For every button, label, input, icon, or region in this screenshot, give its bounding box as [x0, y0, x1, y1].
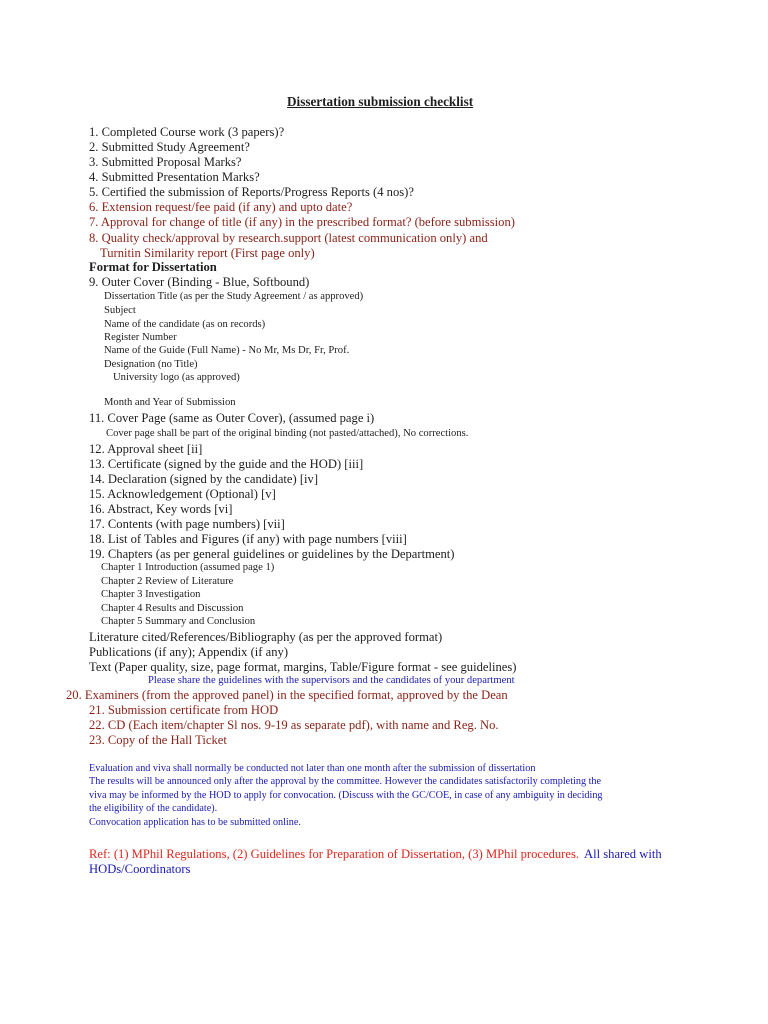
checklist-item: 12. Approval sheet [ii] — [89, 442, 203, 456]
checklist-item: 14. Declaration (signed by the candidate) [iv] — [89, 472, 319, 486]
page-title: Dissertation submission checklist — [287, 94, 474, 109]
chapter-item: Chapter 5 Summary and Conclusion — [101, 616, 256, 627]
checklist-item: 11. Cover Page (same as Outer Cover), (assumed page i) — [89, 411, 375, 425]
reference-line-continued: All shared with — [584, 847, 662, 861]
checklist-item: 6. Extension request/fee paid (if any) and upto date? — [89, 200, 353, 214]
checklist-item: 17. Contents (with page numbers) [vii] — [89, 517, 285, 531]
chapter-item: Chapter 1 Introduction (assumed page 1) — [101, 562, 275, 573]
chapter-item: Chapter 4 Results and Discussion — [101, 603, 244, 614]
checklist-item: 5. Certified the submission of Reports/Progress Reports (4 nos)? — [89, 185, 414, 199]
checklist-item: 7. Approval for change of title (if any) in the prescribed format? (before submission) — [89, 215, 515, 229]
checklist-item: 23. Copy of the Hall Ticket — [89, 733, 227, 747]
checklist-item: 22. CD (Each item/chapter Sl nos. 9-19 as separate pdf), with name and Reg. No. — [89, 718, 499, 732]
sub-item: Month and Year of Submission — [104, 397, 236, 408]
checklist-item: 4. Submitted Presentation Marks? — [89, 170, 260, 184]
sub-item: Cover page shall be part of the original binding (not pasted/attached), No corrections. — [106, 428, 469, 439]
checklist-item: 13. Certificate (signed by the guide and the HOD) [iii] — [89, 457, 364, 471]
chapter-item: Chapter 2 Review of Literature — [101, 576, 234, 587]
checklist-item: Literature cited/References/Bibliography (as per the approved format) — [89, 630, 443, 644]
checklist-item: 2. Submitted Study Agreement? — [89, 140, 250, 154]
checklist-item: 1. Completed Course work (3 papers)? — [89, 125, 285, 139]
checklist-item: 8. Quality check/approval by research.support (latest communication only) and — [89, 231, 488, 245]
sub-item: Register Number — [104, 332, 177, 343]
checklist-item: Publications (if any); Appendix (if any) — [89, 645, 289, 659]
sub-item: Designation (no Title) — [104, 359, 198, 370]
note-line: viva may be informed by the HOD to apply for convocation. (Discuss with the GC/COE, in case of any ambiguity in deciding — [89, 790, 603, 801]
sub-item: Dissertation Title (as per the Study Agreement / as approved) — [104, 291, 364, 302]
sub-item: Name of the candidate (as on records) — [104, 319, 266, 330]
sub-item: University logo (as approved) — [113, 372, 240, 383]
sub-item: Subject — [104, 305, 136, 316]
note-line: Evaluation and viva shall normally be conducted not later than one month after the submission of dissertation — [89, 763, 536, 774]
reference-line: Ref: (1) MPhil Regulations, (2) Guidelines for Preparation of Dissertation, (3) MPhil procedures. — [89, 847, 580, 861]
sub-item: Name of the Guide (Full Name) - No Mr, Ms Dr, Fr, Prof. — [104, 345, 350, 356]
checklist-item: 19. Chapters (as per general guidelines or guidelines by the Department) — [89, 547, 455, 561]
checklist-item: 16. Abstract, Key words [vi] — [89, 502, 233, 516]
note-line: Convocation application has to be submitted online. — [89, 817, 301, 828]
note-line: the eligibility of the candidate). — [89, 803, 218, 814]
checklist-item-continued: Turnitin Similarity report (First page only) — [100, 246, 315, 260]
checklist-item: 21. Submission certificate from HOD — [89, 703, 279, 717]
checklist-item: 20. Examiners (from the approved panel) in the specified format, approved by the Dean — [66, 688, 508, 702]
note-line: The results will be announced only after the approval by the committee. However the candidates satisfactorily completing the — [89, 776, 602, 787]
section-heading: Format for Dissertation — [89, 260, 217, 274]
checklist-item: 9. Outer Cover (Binding - Blue, Softbound) — [89, 275, 310, 289]
chapter-item: Chapter 3 Investigation — [101, 589, 201, 600]
guideline-note: Please share the guidelines with the supervisors and the candidates of your department — [148, 675, 515, 686]
checklist-item: 3. Submitted Proposal Marks? — [89, 155, 242, 169]
reference-line-continued: HODs/Coordinators — [89, 862, 191, 876]
checklist-item: Text (Paper quality, size, page format, margins, Table/Figure format - see guidelines) — [89, 660, 517, 674]
checklist-item: 15. Acknowledgement (Optional) [v] — [89, 487, 276, 501]
checklist-item: 18. List of Tables and Figures (if any) with page numbers [viii] — [89, 532, 407, 546]
